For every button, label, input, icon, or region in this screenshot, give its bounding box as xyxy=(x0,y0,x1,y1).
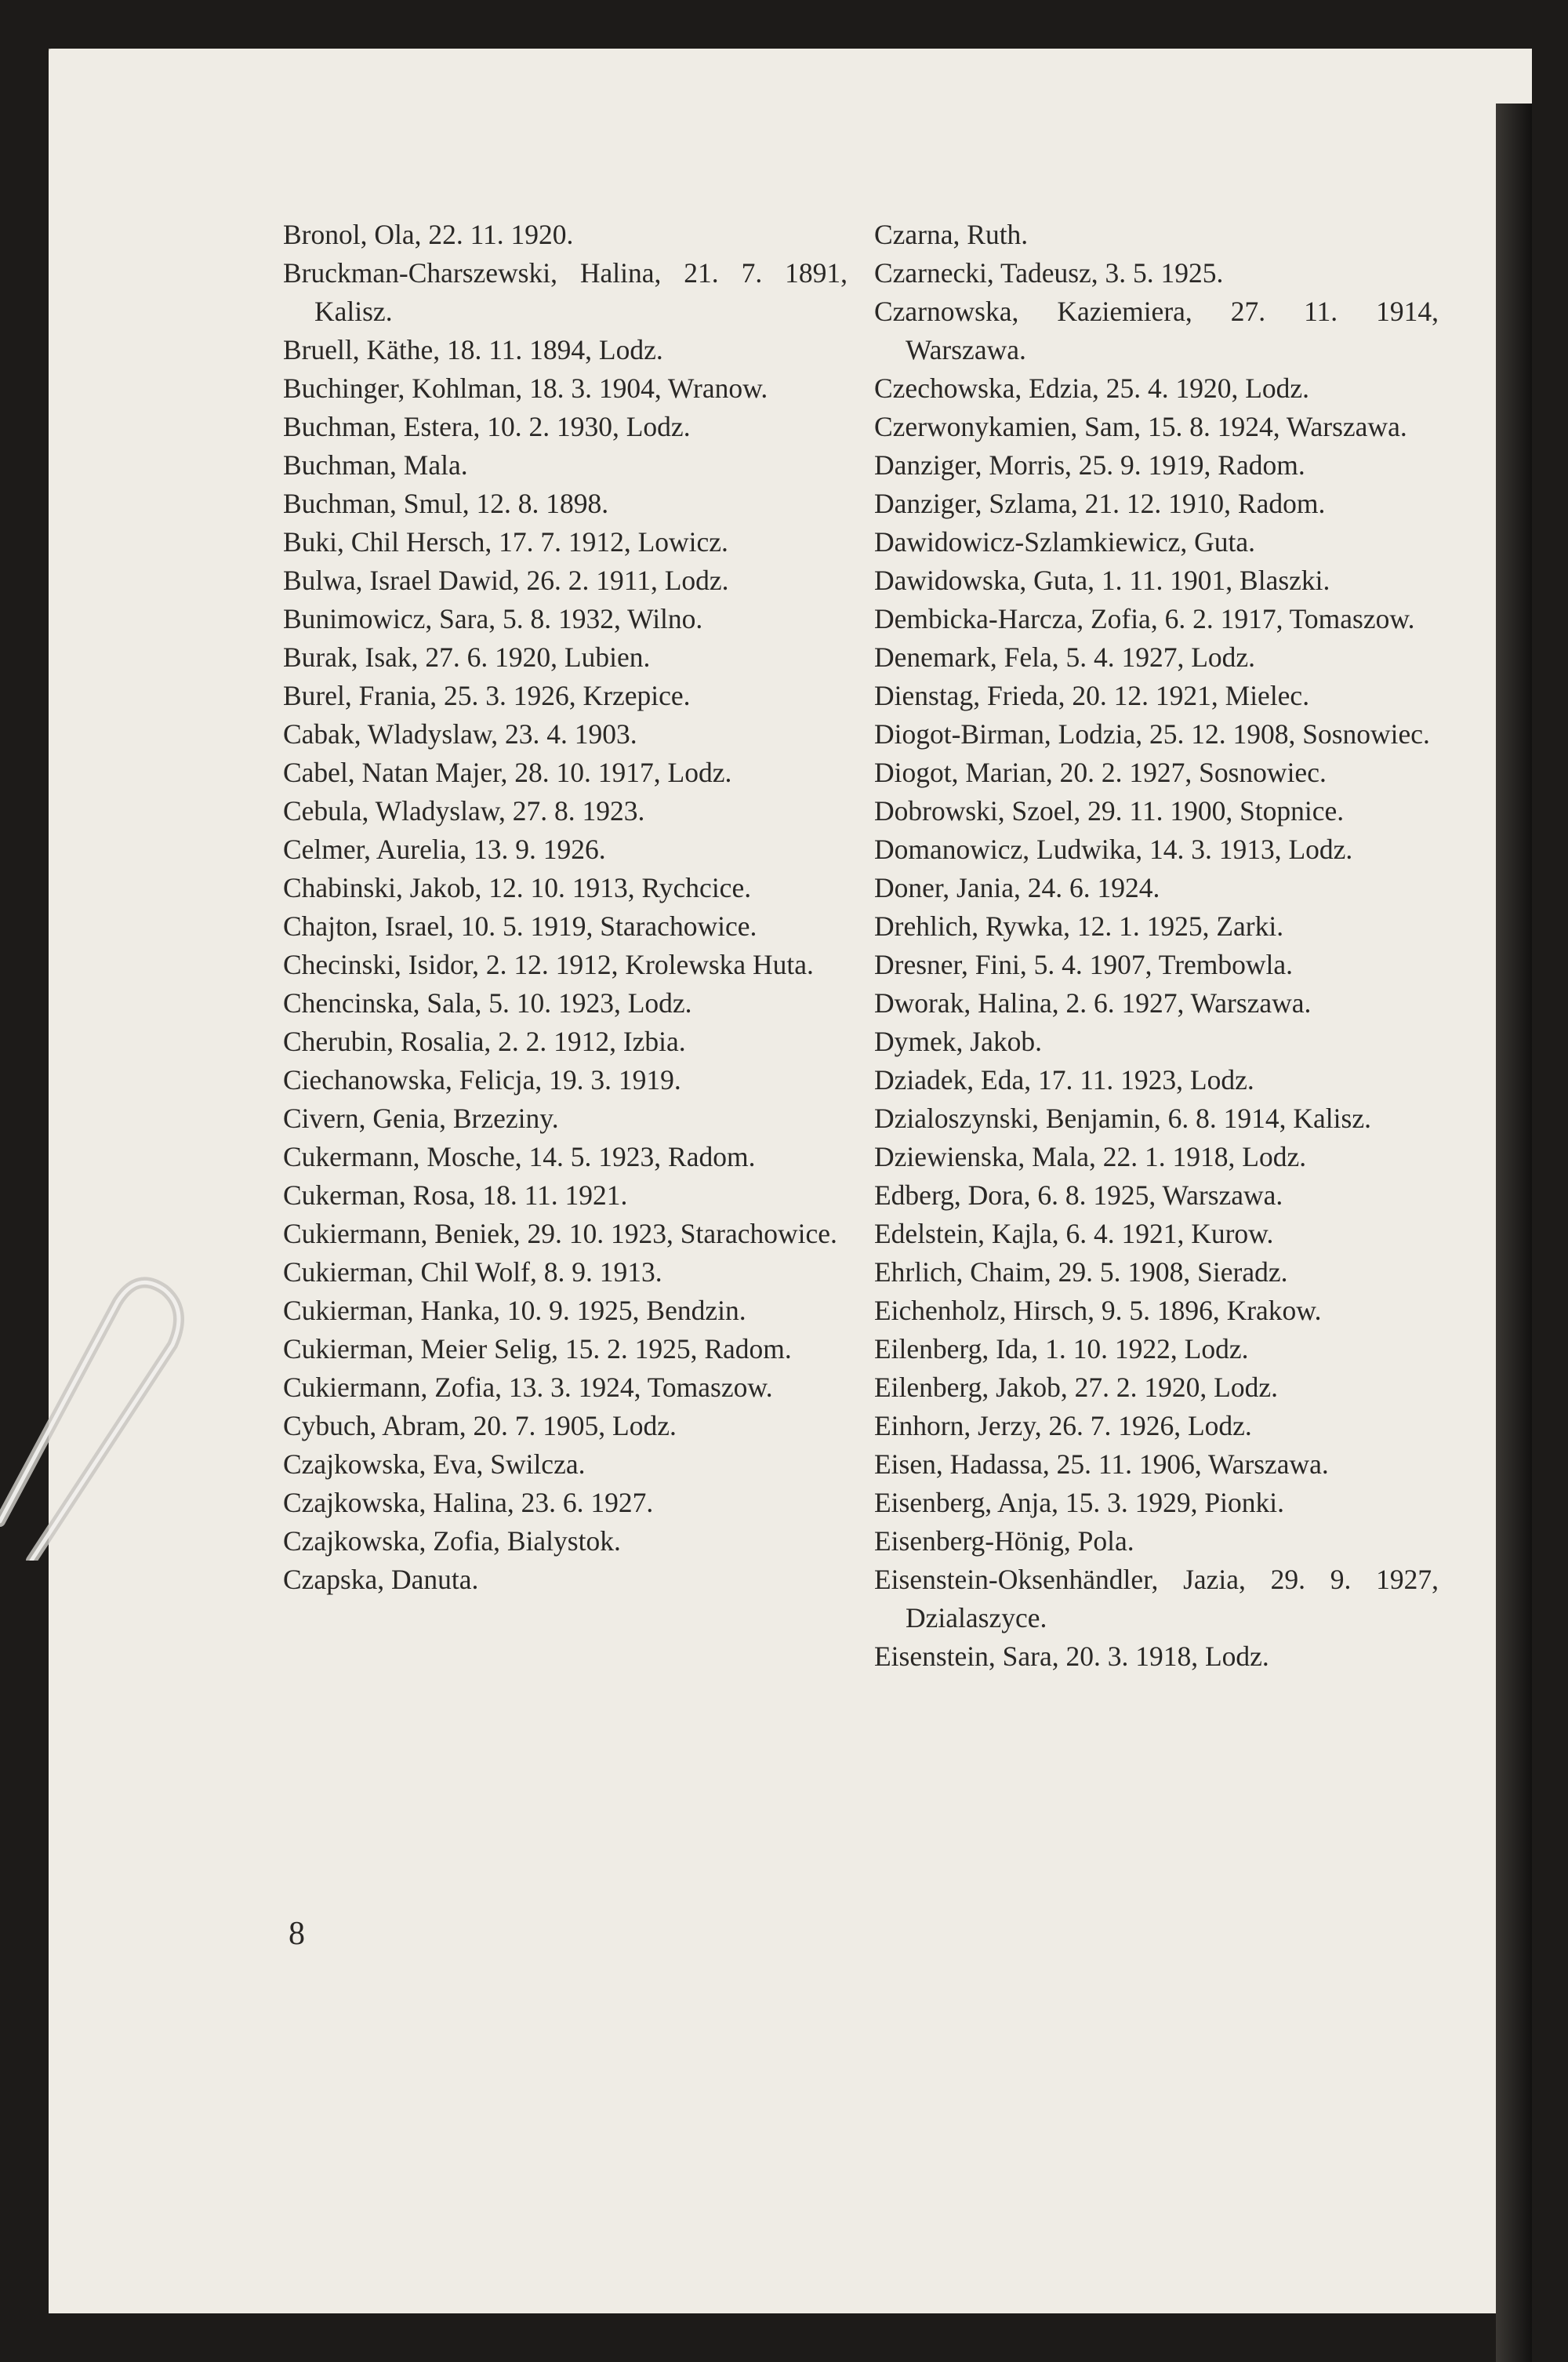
list-entry: Drehlich, Rywka, 12. 1. 1925, Zarki. xyxy=(874,910,1284,942)
list-entry: Eilenberg, Jakob, 27. 2. 1920, Lodz. xyxy=(874,1372,1278,1403)
left-column xyxy=(283,216,848,1599)
list-entry: Eisenberg, Anja, 15. 3. 1929, Pionki. xyxy=(874,1487,1284,1518)
book-spine xyxy=(1496,104,1532,2362)
list-entry: Cukierman, Hanka, 10. 9. 1925, Bendzin. xyxy=(283,1295,746,1326)
list-entry: Czechowska, Edzia, 25. 4. 1920, Lodz. xyxy=(874,372,1310,404)
list-entry: Buchman, Smul, 12. 8. 1898. xyxy=(283,488,609,519)
list-entry: Eichenholz, Hirsch, 9. 5. 1896, Krakow. xyxy=(874,1295,1322,1326)
list-entry: Burel, Frania, 25. 3. 1926, Krzepice. xyxy=(283,680,691,711)
list-entry: Cherubin, Rosalia, 2. 2. 1912, Izbia. xyxy=(283,1026,686,1057)
list-entry: Chabinski, Jakob, 12. 10. 1913, Rychcice. xyxy=(283,872,752,903)
list-entry: Dziewienska, Mala, 22. 1. 1918, Lodz. xyxy=(874,1141,1307,1172)
list-entry: Cybuch, Abram, 20. 7. 1905, Lodz. xyxy=(283,1410,677,1441)
list-entry: Cukiermann, Zofia, 13. 3. 1924, Tomaszow. xyxy=(283,1372,773,1403)
list-entry: Domanowicz, Ludwika, 14. 3. 1913, Lodz. xyxy=(874,834,1353,865)
list-entry: Eisen, Hadassa, 25. 11. 1906, Warszawa. xyxy=(874,1448,1329,1480)
list-entry: Czarnecki, Tadeusz, 3. 5. 1925. xyxy=(874,257,1224,289)
list-entry: Buki, Chil Hersch, 17. 7. 1912, Lowicz. xyxy=(283,526,728,558)
right-column xyxy=(874,216,1439,1676)
list-entry: Czajkowska, Zofia, Bialystok. xyxy=(283,1525,621,1557)
list-entry: Czarna, Ruth. xyxy=(874,219,1029,250)
list-entry: Einhorn, Jerzy, 26. 7. 1926, Lodz. xyxy=(874,1410,1252,1441)
list-entry: Eilenberg, Ida, 1. 10. 1922, Lodz. xyxy=(874,1333,1249,1365)
list-entry: Danziger, Morris, 25. 9. 1919, Radom. xyxy=(874,449,1305,481)
list-entry: Bruckman-Charszewski, Halina, 21. 7. 1891, Kalisz. xyxy=(283,257,848,327)
list-entry: Dobrowski, Szoel, 29. 11. 1900, Stopnice. xyxy=(874,795,1345,827)
list-entry: Chencinska, Sala, 5. 10. 1923, Lodz. xyxy=(283,987,692,1019)
list-entry: Eisenberg-Hönig, Pola. xyxy=(874,1525,1134,1557)
list-entry: Ehrlich, Chaim, 29. 5. 1908, Sieradz. xyxy=(874,1256,1288,1288)
list-entry: Cukierman, Chil Wolf, 8. 9. 1913. xyxy=(283,1256,662,1288)
list-entry: Cukerman, Rosa, 18. 11. 1921. xyxy=(283,1179,628,1211)
list-entry: Bunimowicz, Sara, 5. 8. 1932, Wilno. xyxy=(283,603,703,634)
list-entry: Dymek, Jakob. xyxy=(874,1026,1042,1057)
list-entry: Cabel, Natan Majer, 28. 10. 1917, Lodz. xyxy=(283,757,732,788)
list-entry: Czajkowska, Halina, 23. 6. 1927. xyxy=(283,1487,654,1518)
list-entry: Cabak, Wladyslaw, 23. 4. 1903. xyxy=(283,718,637,750)
page-number: 8 xyxy=(289,1916,305,1952)
list-entry: Czerwonykamien, Sam, 15. 8. 1924, Warszawa. xyxy=(874,411,1407,442)
list-entry: Dawidowska, Guta, 1. 11. 1901, Blaszki. xyxy=(874,565,1330,596)
list-entry: Edberg, Dora, 6. 8. 1925, Warszawa. xyxy=(874,1179,1283,1211)
list-entry: Dienstag, Frieda, 20. 12. 1921, Mielec. xyxy=(874,680,1310,711)
list-entry: Dresner, Fini, 5. 4. 1907, Trembowla. xyxy=(874,949,1294,980)
paperclip-icon xyxy=(0,1263,196,1561)
list-entry: Buchman, Estera, 10. 2. 1930, Lodz. xyxy=(283,411,691,442)
list-entry: Doner, Jania, 24. 6. 1924. xyxy=(874,872,1160,903)
list-entry: Eisenstein, Sara, 20. 3. 1918, Lodz. xyxy=(874,1641,1269,1672)
list-entry: Cebula, Wladyslaw, 27. 8. 1923. xyxy=(283,795,645,827)
list-entry: Czapska, Danuta. xyxy=(283,1564,479,1595)
list-entry: Cukiermann, Beniek, 29. 10. 1923, Starachowice. xyxy=(283,1218,837,1249)
list-entry: Cukermann, Mosche, 14. 5. 1923, Radom. xyxy=(283,1141,756,1172)
list-entry: Dziadek, Eda, 17. 11. 1923, Lodz. xyxy=(874,1064,1254,1096)
list-entry: Celmer, Aurelia, 13. 9. 1926. xyxy=(283,834,606,865)
list-entry: Buchinger, Kohlman, 18. 3. 1904, Wranow. xyxy=(283,372,768,404)
list-entry: Edelstein, Kajla, 6. 4. 1921, Kurow. xyxy=(874,1218,1274,1249)
list-entry: Dawidowicz-Szlamkiewicz, Guta. xyxy=(874,526,1255,558)
list-entry: Buchman, Mala. xyxy=(283,449,468,481)
list-entry: Ciechanowska, Felicja, 19. 3. 1919. xyxy=(283,1064,681,1096)
list-entry: Chajton, Israel, 10. 5. 1919, Starachowice. xyxy=(283,910,757,942)
list-entry: Denemark, Fela, 5. 4. 1927, Lodz. xyxy=(874,641,1256,673)
list-entry: Cukierman, Meier Selig, 15. 2. 1925, Radom. xyxy=(283,1333,792,1365)
list-entry: Burak, Isak, 27. 6. 1920, Lubien. xyxy=(283,641,651,673)
list-entry: Diogot, Marian, 20. 2. 1927, Sosnowiec. xyxy=(874,757,1327,788)
list-entry: Eisenstein-Oksenhändler, Jazia, 29. 9. 1927, Dzialaszyce. xyxy=(874,1564,1439,1633)
list-entry: Bruell, Käthe, 18. 11. 1894, Lodz. xyxy=(283,334,663,365)
list-entry: Dembicka-Harcza, Zofia, 6. 2. 1917, Tomaszow. xyxy=(874,603,1415,634)
list-entry: Civern, Genia, Brzeziny. xyxy=(283,1103,559,1134)
list-entry: Bronol, Ola, 22. 11. 1920. xyxy=(283,219,574,250)
list-entry: Czajkowska, Eva, Swilcza. xyxy=(283,1448,586,1480)
list-entry: Czarnowska, Kaziemiera, 27. 11. 1914, Warszawa. xyxy=(874,296,1439,365)
list-entry: Checinski, Isidor, 2. 12. 1912, Krolewska Huta. xyxy=(283,949,814,980)
list-entry: Dworak, Halina, 2. 6. 1927, Warszawa. xyxy=(874,987,1312,1019)
list-entry: Diogot-Birman, Lodzia, 25. 12. 1908, Sosnowiec. xyxy=(874,718,1430,750)
list-entry: Danziger, Szlama, 21. 12. 1910, Radom. xyxy=(874,488,1326,519)
list-entry: Dzialoszynski, Benjamin, 6. 8. 1914, Kalisz. xyxy=(874,1103,1371,1134)
list-entry: Bulwa, Israel Dawid, 26. 2. 1911, Lodz. xyxy=(283,565,729,596)
